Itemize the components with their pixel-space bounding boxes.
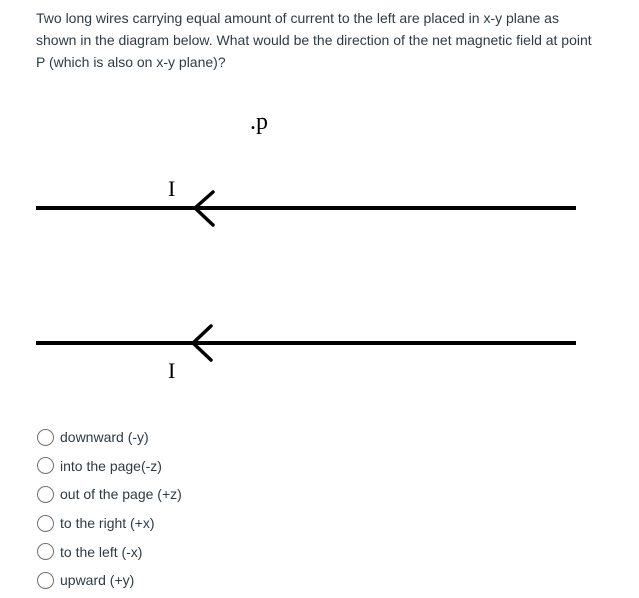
answer-option-downward[interactable] [37, 423, 182, 452]
answer-label: to the left (-x) [60, 543, 143, 560]
answer-option-right[interactable] [37, 509, 182, 538]
answer-label: upward (+y) [60, 572, 135, 589]
answer-options [37, 423, 182, 595]
answer-option-into-page[interactable] [37, 452, 182, 481]
answer-option-out-of-page[interactable] [37, 480, 182, 509]
answer-label: into the page(-z) [60, 457, 162, 474]
answer-option-upward[interactable] [37, 566, 182, 595]
radio-button[interactable] [37, 429, 54, 446]
top-wire-current-label: I [168, 176, 176, 201]
radio-button[interactable] [37, 543, 54, 560]
answer-label: downward (-y) [60, 429, 149, 446]
answer-label: out of the page (+z) [60, 486, 182, 503]
point-p-label: .p [250, 109, 268, 135]
radio-button[interactable] [37, 515, 54, 532]
question-text: Two long wires carrying equal amount of current to the left are placed in x-y plane as shown in the diagram below. What would be the direction of the net magnetic field at point P (which is also on x-y plane)? [36, 10, 592, 70]
radio-button[interactable] [37, 486, 54, 503]
radio-button[interactable] [37, 572, 54, 589]
answer-label: to the right (+x) [60, 515, 155, 532]
bottom-wire-current-label: I [168, 358, 176, 383]
radio-button[interactable] [37, 457, 54, 474]
answer-option-left[interactable] [37, 537, 182, 566]
